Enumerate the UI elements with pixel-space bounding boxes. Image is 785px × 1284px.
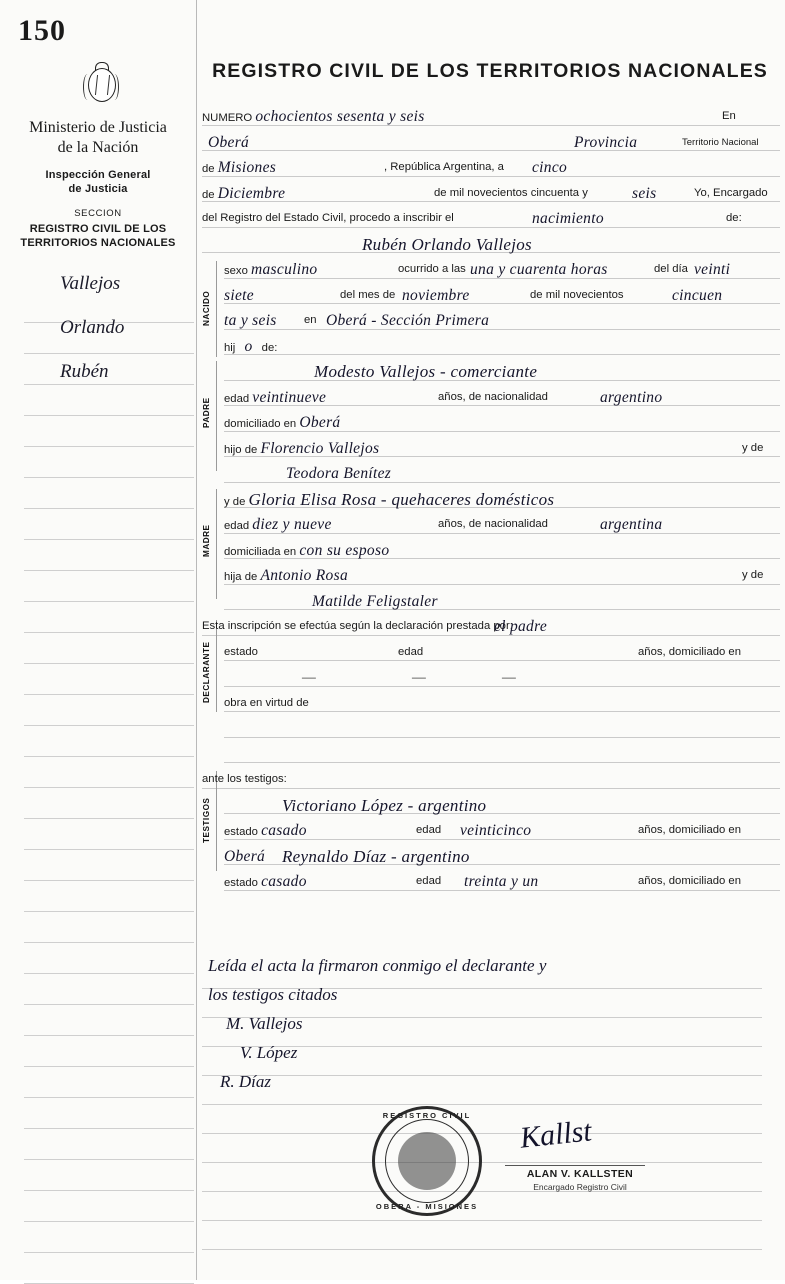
row-padre-filiacion bbox=[202, 436, 780, 462]
testigo1-nombre-value: Victoriano López - argentino bbox=[282, 795, 487, 815]
padre-nacionalidad-value: argentino bbox=[600, 388, 663, 406]
de-label: de bbox=[202, 163, 215, 175]
declarante-tag: DECLARANTE bbox=[202, 641, 211, 703]
testigos-tag: TESTIGOS bbox=[202, 797, 211, 843]
signature-line-3 bbox=[202, 1072, 762, 1105]
madre-edad-value: diez y nueve bbox=[252, 516, 332, 533]
registry-line-2: TERRITORIOS NACIONALES bbox=[20, 237, 176, 249]
territorio-nacional-label: Territorio Nacional bbox=[682, 136, 759, 148]
acto-value: nacimiento bbox=[532, 210, 604, 227]
padre-edad-label: edad bbox=[224, 392, 250, 405]
dia-value: cinco bbox=[532, 159, 568, 176]
padre-block bbox=[202, 359, 780, 487]
row-madre-nombre bbox=[202, 487, 780, 513]
dash-2: — bbox=[412, 669, 427, 686]
hijo-genero-value: o bbox=[244, 337, 253, 355]
de-final-label: de: bbox=[726, 212, 742, 224]
madre-madre-value: Matilde Feligstaler bbox=[312, 592, 438, 610]
madre-nombre-value: Gloria Elisa Rosa - quehaceres domésticos bbox=[248, 489, 555, 509]
officer-signature: Kallst bbox=[518, 1114, 594, 1155]
row-declarante-datos bbox=[202, 640, 780, 666]
padre-nombre-value: Modesto Vallejos - comerciante bbox=[314, 362, 538, 381]
signature-testigo-2: R. Díaz bbox=[220, 1072, 271, 1091]
row-testigo1-domicilio bbox=[202, 844, 780, 870]
numero-value: ochocientos sesenta y seis bbox=[255, 108, 425, 125]
row-padre-madre bbox=[202, 461, 780, 487]
padre-tag: PADRE bbox=[202, 397, 211, 429]
dia-nac-value: veinti bbox=[694, 261, 731, 278]
y-de-label-2: y de bbox=[742, 569, 764, 581]
padre-nacionalidad-label: años, de nacionalidad bbox=[438, 390, 548, 403]
row-provincia bbox=[202, 155, 780, 181]
form-body bbox=[196, 0, 785, 1280]
declarante-value: el padre bbox=[494, 618, 548, 635]
padre-domicilio-label: domiciliado en bbox=[224, 418, 297, 430]
row-nombre bbox=[202, 232, 780, 258]
closing-blank-1 bbox=[202, 1105, 762, 1134]
testigo2-domicilio-label: años, domiciliado en bbox=[638, 875, 741, 887]
officer-role: Encargado Registro Civil bbox=[533, 1182, 627, 1192]
yo-encargado-label: Yo, Encargado bbox=[694, 186, 768, 199]
anio-value: seis bbox=[632, 184, 657, 202]
inspection-heading bbox=[0, 168, 196, 196]
row-declaracion bbox=[202, 614, 780, 640]
row-madre-domicilio bbox=[202, 538, 780, 564]
testigo2-nombre-value: Reynaldo Díaz - argentino bbox=[282, 846, 470, 866]
closing-blank-2 bbox=[202, 1134, 762, 1163]
row-mes bbox=[202, 181, 780, 207]
numero-label: NUMERO bbox=[202, 112, 253, 124]
madre-padre-value: Antonio Rosa bbox=[260, 567, 348, 584]
hijo-label: hij bbox=[224, 341, 236, 354]
testigo1-estado-value: casado bbox=[261, 822, 307, 839]
testigo2-edad-value: treinta y un bbox=[464, 873, 539, 890]
y-de-label: y de bbox=[742, 441, 764, 454]
madre-nacionalidad-value: argentina bbox=[600, 516, 663, 533]
padre-domicilio-value: Oberá bbox=[299, 414, 341, 431]
row-lugar bbox=[202, 130, 780, 156]
row-obra-virtud bbox=[202, 691, 780, 717]
page-title: REGISTRO CIVIL DE LOS TERRITORIOS NACIONALES bbox=[212, 60, 768, 82]
mes-value: Diciembre bbox=[217, 184, 286, 202]
testigo1-edad-value: veinticinco bbox=[460, 822, 532, 839]
margin-name-annotations bbox=[0, 262, 196, 394]
row-ante-testigos bbox=[202, 767, 780, 793]
padre-padre-value: Florencio Vallejos bbox=[260, 439, 380, 457]
testigo2-estado-label: estado bbox=[224, 877, 258, 889]
row-blank-2 bbox=[202, 742, 780, 768]
registry-heading bbox=[0, 222, 196, 250]
registro-label: del Registro del Estado Civil, procedo a inscribir el bbox=[202, 212, 454, 224]
row-sexo bbox=[202, 257, 780, 283]
provincia-word: Provincia bbox=[574, 133, 638, 151]
row-padre-edad bbox=[202, 385, 780, 411]
nacido-block bbox=[202, 257, 780, 359]
inspection-line-1: Inspección General bbox=[45, 169, 151, 181]
declaracion-label: Esta inscripción se efectúa según la declaración prestada por: bbox=[202, 620, 513, 632]
madre-domicilio-label: domiciliada en bbox=[224, 545, 297, 558]
ministry-line-1: Ministerio de Justicia bbox=[29, 119, 167, 136]
margin-surname: Vallejos bbox=[60, 273, 121, 294]
en-label: En bbox=[722, 110, 736, 122]
row-testigo1-nombre bbox=[202, 793, 780, 819]
testigo2-estado-value: casado bbox=[261, 873, 307, 890]
testigo2-edad-label: edad bbox=[416, 875, 442, 887]
lugar-nac-value: Oberá - Sección Primera bbox=[326, 312, 490, 329]
section-word: SECCION bbox=[74, 208, 122, 219]
argentina-coat-of-arms-icon bbox=[84, 62, 118, 106]
seal-bottom-text: OBERA - MISIONES bbox=[375, 1202, 479, 1211]
testigos-block bbox=[202, 767, 780, 895]
anio-label: de mil novecientos cincuenta y bbox=[434, 186, 588, 199]
ocurrido-label: ocurrido a las bbox=[398, 263, 466, 275]
lugar-value: Oberá bbox=[208, 133, 250, 151]
padre-hijo-de-label: hijo de bbox=[224, 443, 258, 456]
dash-1: — bbox=[302, 669, 317, 686]
testigo1-domicilio-value: Oberá bbox=[224, 847, 266, 865]
de-label-3: de: bbox=[261, 341, 278, 354]
row-fecha-nac bbox=[202, 283, 780, 309]
ministry-line-2: de la Nación bbox=[57, 139, 139, 156]
folio-number: 150 bbox=[18, 14, 66, 47]
anio-nac-value-2: ta y seis bbox=[224, 312, 277, 329]
declarante-block bbox=[202, 614, 780, 767]
republica-label: , República Argentina, a bbox=[384, 161, 504, 173]
left-margin-column bbox=[0, 0, 196, 1280]
dia-nac-value-2: siete bbox=[224, 286, 254, 304]
madre-tag: MADRE bbox=[202, 524, 211, 557]
ministry-heading bbox=[0, 118, 196, 158]
row-madre-filiacion bbox=[202, 563, 780, 589]
seal-top-text: REGISTRO CIVIL bbox=[382, 1111, 472, 1120]
madre-domicilio-value: con su esposo bbox=[299, 541, 390, 559]
signature-testigo-1: V. López bbox=[240, 1043, 298, 1062]
madre-nacionalidad-label: años, de nacionalidad bbox=[438, 518, 548, 530]
padre-edad-value: veintinueve bbox=[252, 388, 327, 406]
testigo1-estado-label: estado bbox=[224, 826, 258, 838]
registry-line-1: REGISTRO CIVIL DE LOS bbox=[29, 223, 167, 235]
madre-hija-de-label: hija de bbox=[224, 571, 258, 583]
margin-first-name: Rubén bbox=[60, 361, 109, 382]
official-seal-stamp bbox=[372, 1106, 482, 1216]
de-label-2: de bbox=[202, 188, 215, 201]
row-declarante-dashes bbox=[202, 665, 780, 691]
madre-block bbox=[202, 487, 780, 615]
closing-blank-3 bbox=[202, 1163, 762, 1192]
row-registro bbox=[202, 206, 780, 232]
mes-nac-value: noviembre bbox=[402, 286, 470, 304]
en-lugar-label: en bbox=[304, 314, 317, 326]
dash-3: — bbox=[502, 669, 517, 686]
anio-nac-value: cincuen bbox=[672, 286, 723, 304]
declarante-domicilio-label: años, domiciliado en bbox=[638, 645, 741, 658]
sexo-value: masculino bbox=[251, 261, 318, 278]
ante-testigos-label: ante los testigos: bbox=[202, 773, 287, 785]
madre-edad-label: edad bbox=[224, 520, 250, 532]
closing-text-1: Leída el acta la firmaron conmigo el declarante y bbox=[208, 956, 547, 975]
closing-blank-4 bbox=[202, 1192, 762, 1221]
anio-nac-label: de mil novecientos bbox=[530, 288, 624, 301]
provincia-value: Misiones bbox=[217, 159, 277, 176]
closing-text-2: los testigos citados bbox=[208, 985, 338, 1004]
officer-name: ALAN V. KALLSTEN bbox=[526, 1168, 634, 1180]
row-madre-edad bbox=[202, 512, 780, 538]
nacido-tag: NACIDO bbox=[202, 290, 211, 326]
closing-statement bbox=[202, 956, 762, 1250]
del-mes-label: del mes de bbox=[340, 288, 396, 301]
madre-y-de-label: y de bbox=[224, 495, 246, 508]
row-numero bbox=[202, 104, 780, 130]
row-lugar-nac bbox=[202, 308, 780, 334]
signature-rule bbox=[505, 1165, 645, 1166]
closing-blank-5 bbox=[202, 1221, 762, 1250]
row-madre-madre bbox=[202, 589, 780, 615]
signature-line-2 bbox=[202, 1043, 762, 1076]
obra-label: obra en virtud de bbox=[224, 696, 309, 709]
hora-value: una y cuarenta horas bbox=[470, 261, 608, 278]
testigo1-domicilio-label: años, domiciliado en bbox=[638, 824, 741, 836]
declarante-edad-label: edad bbox=[398, 645, 424, 658]
signature-declarante: M. Vallejos bbox=[226, 1014, 303, 1033]
nombre-inscripto-value: Rubén Orlando Vallejos bbox=[362, 234, 532, 254]
row-testigo2-datos bbox=[202, 869, 780, 895]
row-hijo bbox=[202, 334, 780, 360]
inspection-line-2: de Justicia bbox=[68, 183, 128, 195]
birth-record-form bbox=[202, 104, 780, 895]
row-padre-domicilio bbox=[202, 410, 780, 436]
row-padre-nombre bbox=[202, 359, 780, 385]
margin-ruled-lines bbox=[24, 292, 194, 1284]
padre-madre-value: Teodora Benítez bbox=[286, 465, 392, 482]
testigo1-edad-label: edad bbox=[416, 824, 442, 836]
margin-middle-name: Orlando bbox=[60, 317, 125, 338]
row-blank-1 bbox=[202, 716, 780, 742]
declarante-estado-label: estado bbox=[224, 645, 258, 658]
dia-nac-label: del día bbox=[654, 263, 688, 275]
sexo-label: sexo bbox=[224, 265, 248, 277]
row-testigo1-datos bbox=[202, 818, 780, 844]
